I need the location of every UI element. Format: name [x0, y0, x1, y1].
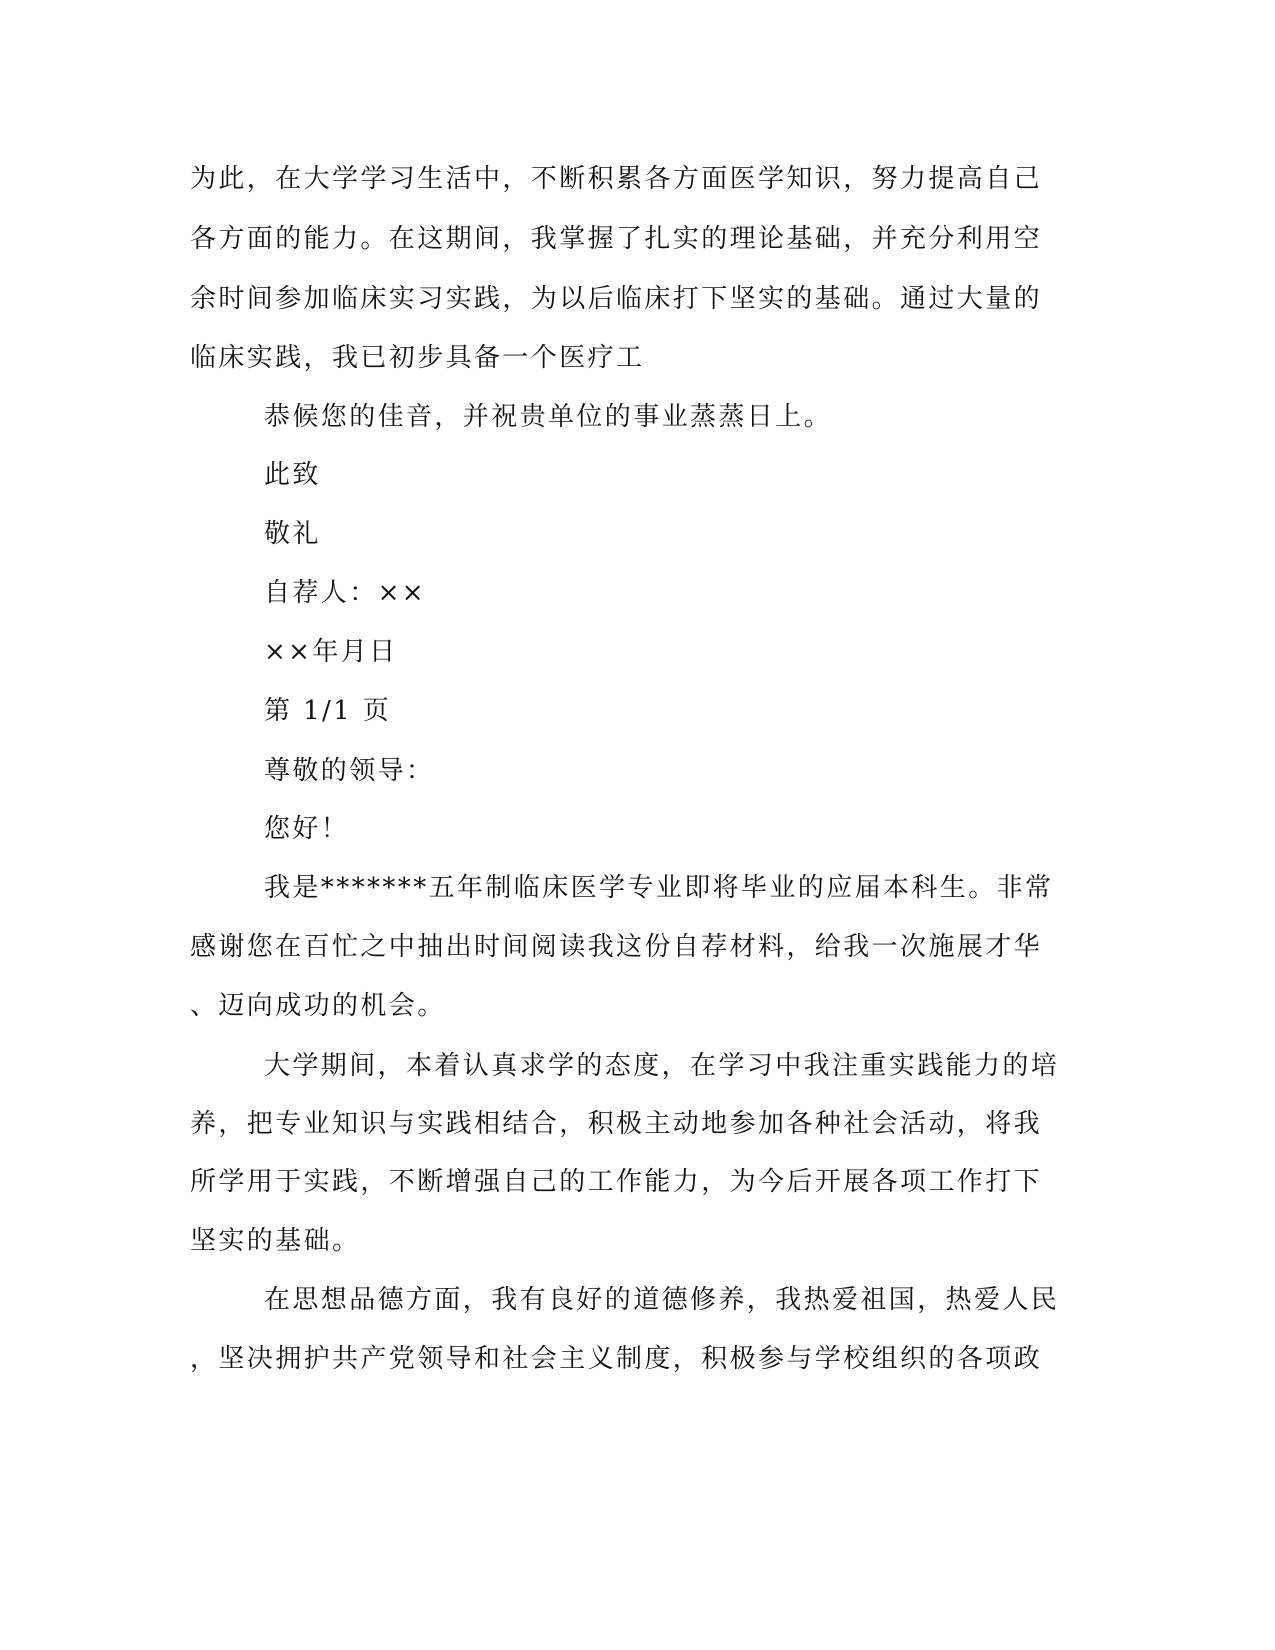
greeting-heading: 尊敬的领导： — [264, 756, 435, 786]
body-text-line: 临床实践，我已初步具备一个医疗工 — [190, 343, 645, 373]
signature-name: 自荐人：×× — [264, 578, 426, 608]
page-number: 第 1/1 页 — [264, 696, 392, 726]
body-text-line: 余时间参加临床实习实践，为以后临床打下坚实的基础。通过大量的 — [190, 284, 1043, 314]
body-text-line: 各方面的能力。在这期间，我掌握了扎实的理论基础，并充分利用空 — [190, 224, 1043, 254]
body-text-line: 坚实的基础。 — [190, 1226, 361, 1256]
salutation-closing: 此致 — [264, 460, 321, 490]
body-text-line: 为此，在大学学习生活中，不断积累各方面医学知识，努力提高自己 — [190, 164, 1043, 194]
salutation-regards: 敬礼 — [264, 519, 321, 549]
body-text-line: 大学期间，本着认真求学的态度，在学习中我注重实践能力的培 — [264, 1051, 1060, 1081]
body-text-line: ，坚决拥护共产党领导和社会主义制度，积极参与学校组织的各项政 — [190, 1344, 1043, 1374]
body-text-line: 所学用于实践，不断增强自己的工作能力，为今后开展各项工作打下 — [190, 1167, 1043, 1197]
body-text-line: 感谢您在百忙之中抽出时间阅读我这份自荐材料，给我一次施展才华 — [190, 932, 1043, 962]
body-text-line: 在思想品德方面，我有良好的道德修养，我热爱祖国，热爱人民 — [264, 1285, 1060, 1315]
signature-date: ××年月日 — [264, 637, 398, 667]
closing-wish: 恭候您的佳音，并祝贵单位的事业蒸蒸日上。 — [264, 402, 833, 432]
body-text-line: 养，把专业知识与实践相结合，积极主动地参加各种社会活动，将我 — [190, 1109, 1043, 1139]
body-text-line: 、迈向成功的机会。 — [190, 991, 446, 1021]
greeting: 您好！ — [264, 814, 350, 844]
body-text-line: 我是*******五年制临床医学专业即将毕业的应届本科生。非常 — [264, 873, 1054, 903]
